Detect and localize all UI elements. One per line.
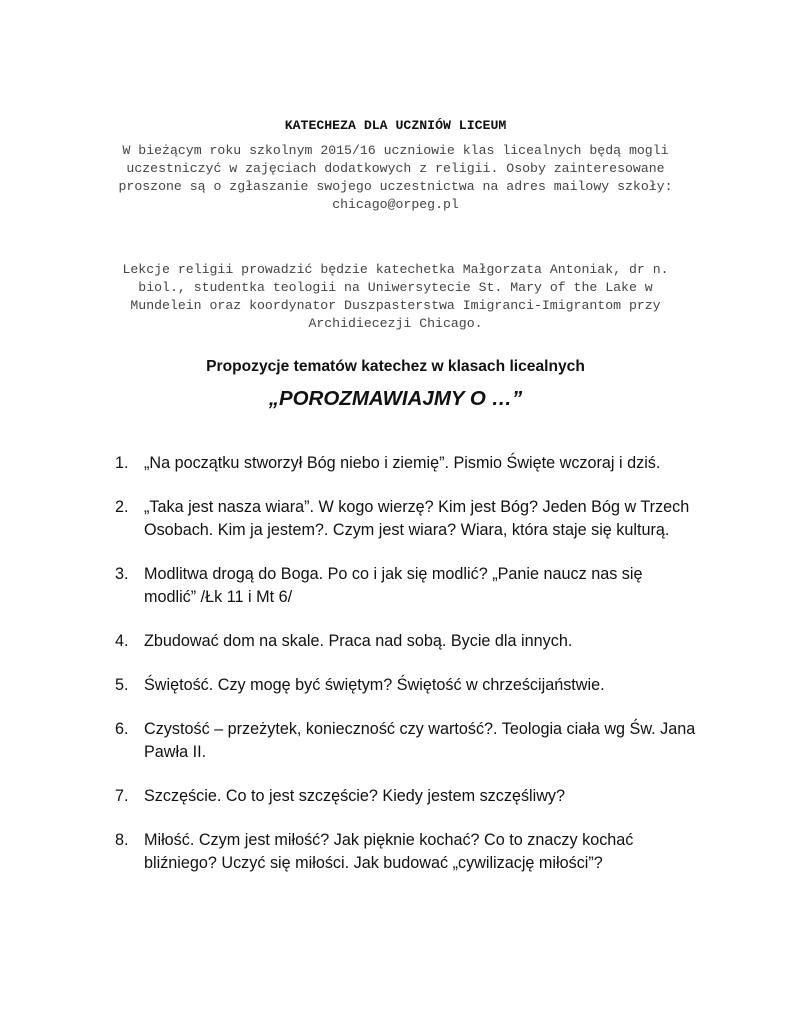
intro-line: W bieżącym roku szkolnym 2015/16 uczniowie klas licealnych będą mogli <box>122 143 669 158</box>
topic-number: 7. <box>115 787 129 805</box>
topic-item <box>113 785 713 808</box>
topic-line: Świętość. Czy mogę być świętym? Świętość w chrześcijaństwie. <box>144 676 605 694</box>
teacher-line: biol., studentka teologii na Uniwersytecie St. Mary of the Lake w <box>138 280 653 295</box>
topic-line: modlić” /Łk 11 i Mt 6/ <box>144 588 293 606</box>
topic-number: 6. <box>115 720 129 738</box>
topic-number: 4. <box>115 632 129 650</box>
intro-line: proszone są o zgłaszanie swojego uczestnictwa na adres mailowy szkoły: <box>118 179 673 194</box>
topic-item <box>113 674 713 697</box>
topic-line: bliźniego? Uczyć się miłości. Jak budować „cywilizację miłości”? <box>144 854 603 872</box>
section-subtitle: „POROZMAWIAJMY O …” <box>268 387 523 410</box>
teacher-line: Mundelein oraz koordynator Duszpasterstwa Imigranci-Imigrantom przy <box>130 298 661 313</box>
teacher-line: Archidiecezji Chicago. <box>308 316 483 331</box>
topic-item <box>113 563 713 609</box>
topic-item <box>113 496 713 542</box>
topic-number: 2. <box>115 498 129 516</box>
topic-line: „Taka jest nasza wiara”. W kogo wierzę? Kim jest Bóg? Jeden Bóg w Trzech <box>144 498 690 516</box>
topic-line: Modlitwa drogą do Boga. Po co i jak się modlić? „Panie naucz nas się <box>144 565 643 583</box>
topics-list <box>113 452 713 896</box>
teacher-paragraph <box>90 261 701 333</box>
topic-number: 8. <box>115 831 129 849</box>
topic-line: „Na początku stworzył Bóg niebo i ziemię”. Pismio Święte wczoraj i dziś. <box>144 454 661 472</box>
topic-item <box>113 829 713 875</box>
topic-item <box>113 718 713 764</box>
topic-number: 1. <box>115 454 129 472</box>
topic-number: 3. <box>115 565 129 583</box>
topic-line: Miłość. Czym jest miłość? Jak pięknie kochać? Co to znaczy kochać <box>144 831 634 849</box>
proposals-heading: Propozycje tematów katechez w klasach licealnych <box>206 358 585 375</box>
intro-line: uczestniczyć w zajęciach dodatkowych z religii. Osoby zainteresowane <box>126 161 665 176</box>
topic-item <box>113 630 713 653</box>
teacher-line: Lekcje religii prowadzić będzie katechetka Małgorzata Antoniak, dr n. <box>122 262 669 277</box>
intro-paragraph <box>90 142 701 214</box>
document-title: KATECHEZA DLA UCZNIÓW LICEUM <box>284 118 507 133</box>
topic-line: Szczęście. Co to jest szczęście? Kiedy jestem szczęśliwy? <box>144 787 566 805</box>
topic-line: Pawła II. <box>144 743 207 761</box>
topic-line: Czystość – przeżytek, konieczność czy wartość?. Teologia ciała wg Św. Jana <box>144 720 696 738</box>
topic-number: 5. <box>115 676 129 694</box>
school-email: chicago@orpeg.pl <box>332 197 459 212</box>
topic-line: Osobach. Kim ja jestem?. Czym jest wiara? Wiara, która staje się kulturą. <box>144 521 670 539</box>
topic-line: Zbudować dom na skale. Praca nad sobą. Bycie dla innych. <box>144 632 573 650</box>
topic-item <box>113 452 713 475</box>
